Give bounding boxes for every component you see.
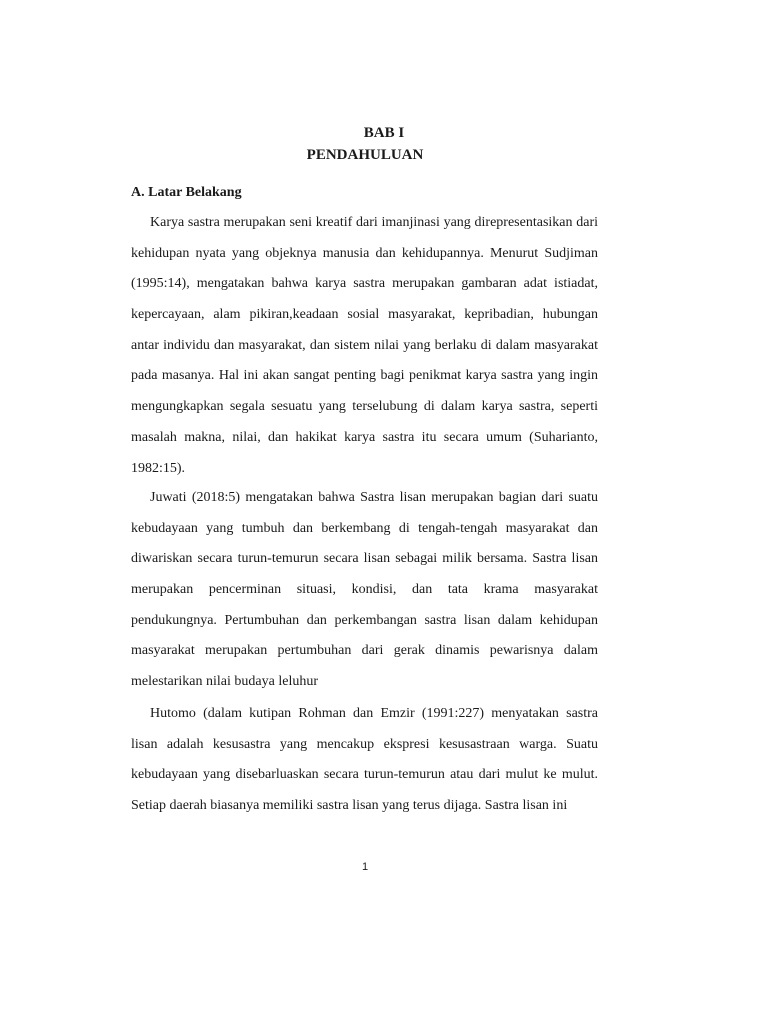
paragraph-line: Hutomo (dalam kutipan Rohman dan Emzir (1991:227) menyatakan sastra [150,706,598,721]
paragraph-line: (1995:14), mengatakan bahwa karya sastra merupakan gambaran adat istiadat, [131,276,598,292]
paragraph-3 [131,705,598,828]
paragraph-line: kepercayaan, alam pikiran,keadaan sosial masyarakat, kepribadian, hubungan [131,307,598,323]
paragraph-line: diwariskan secara turun-temurun secara lisan sebagai milik bersama. Sastra lisan [131,551,598,567]
page-number: 1 [361,861,369,873]
paragraph-line: lisan adalah kesusastra yang mencakup ekspresi kesusastraan warga. Suatu [131,736,598,752]
paragraph-line: Juwati (2018:5) mengatakan bahwa Sastra lisan merupakan bagian dari suatu [150,490,598,505]
paragraph-2 [131,489,598,704]
section-heading: A. Latar Belakang [131,185,242,200]
paragraph-line: melestarikan nilai budaya leluhur [131,674,318,690]
paragraph-line: pendukungnya. Pertumbuhan dan perkembangan sastra lisan dalam kehidupan [131,612,598,628]
paragraph-line: masalah makna, nilai, dan hakikat karya sastra itu secara umum (Suharianto, [131,429,598,445]
paragraph-line: kehidupan nyata yang objeknya manusia dan kehidupannya. Menurut Sudjiman [131,245,598,261]
paragraph-line: Karya sastra merupakan seni kreatif dari imanjinasi yang direpresentasikan dari [150,215,598,230]
chapter-title: PENDAHULUAN [306,147,424,163]
chapter-number: BAB I [363,125,405,141]
paragraph-line: kebudayaan yang tumbuh dan berkembang di tengah-tengah masyarakat dan [131,520,598,536]
paragraph-line: pada masanya. Hal ini akan sangat penting bagi penikmat karya sastra yang ingin [131,368,598,384]
paragraph-line: masyarakat merupakan pertumbuhan dari gerak dinamis pewarisnya dalam [131,643,598,659]
paragraph-line: Setiap daerah biasanya memiliki sastra lisan yang terus dijaga. Sastra lisan ini [131,798,568,814]
paragraph-line: 1982:15). [131,460,186,476]
paragraph-line: mengungkapkan segala sesuatu yang terselubung di dalam karya sastra, seperti [131,399,598,415]
paragraph-line: antar individu dan masyarakat, dan sistem nilai yang berlaku di dalam masyarakat [131,337,598,353]
paragraph-line: merupakan pencerminan situasi, kondisi, dan tata krama masyarakat [131,582,598,598]
paragraph-1 [131,214,598,490]
paragraph-line: kebudayaan yang disebarluaskan secara turun-temurun atau dari mulut ke mulut. [131,767,598,783]
